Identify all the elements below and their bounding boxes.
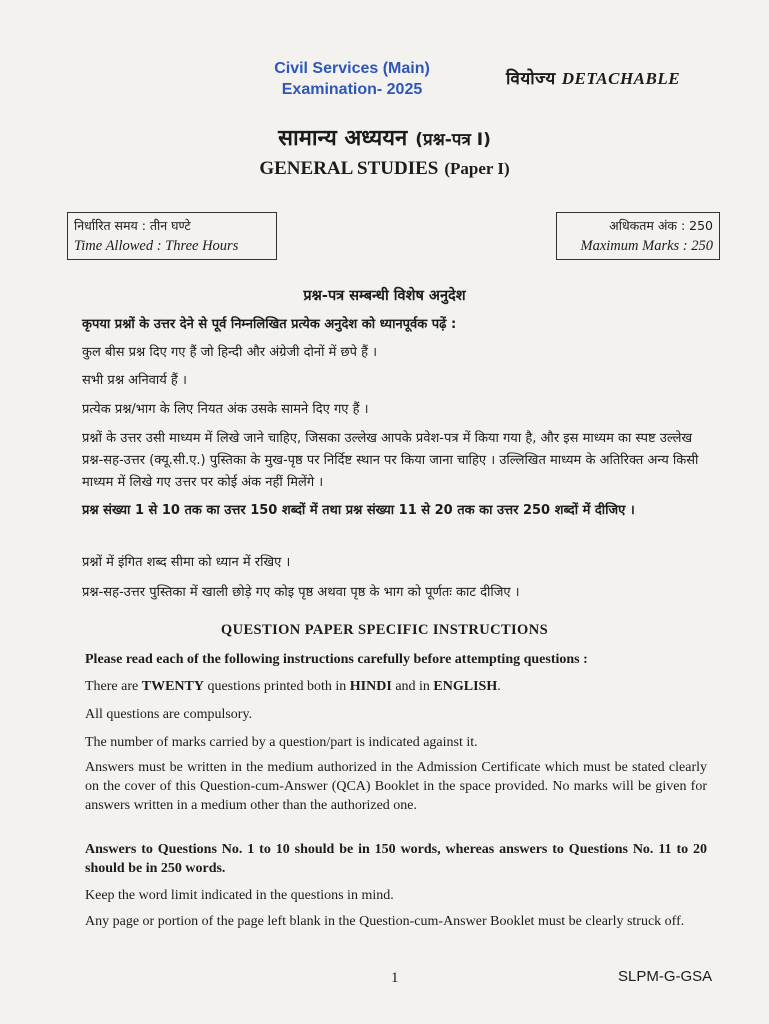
detachable-hindi: वियोज्य xyxy=(506,69,556,89)
english-intro: Please read each of the following instructions carefully before attempting questions : xyxy=(85,652,588,667)
english-instruction-7: Any page or portion of the page left blank in the Question-cum-Answer Booklet must be clearly struck off. xyxy=(85,914,685,929)
subject-hindi: सामान्य अध्ययन xyxy=(278,126,408,151)
paper-title-english xyxy=(0,158,769,180)
maximum-marks-hindi: अधिकतम अंक : 250 xyxy=(609,218,713,233)
english-instruction-4: Answers must be written in the medium authorized in the Admission Certificate which must be stated clearly on the cover of this Question-cum-Answer (QCA) Booklet in the space provided. No marks will be given for answers written in a medium other than the authorized one. xyxy=(85,760,707,813)
english-instruction-5: Answers to Questions No. 1 to 10 should be in 150 words, whereas answers to Questions No. 11 to 20 should be in 250 words. xyxy=(85,842,707,876)
time-allowed-box xyxy=(67,212,277,260)
hindi-instruction-6: प्रश्नों में इंगित शब्द सीमा को ध्यान में रखिए । xyxy=(82,555,291,570)
subject-english: GENERAL STUDIES xyxy=(259,158,439,179)
detachable-label xyxy=(506,66,680,89)
english-instruction-2: All questions are compulsory. xyxy=(85,707,253,722)
time-allowed-hindi: निर्धारित समय : तीन घण्टे xyxy=(74,218,191,233)
paper-title-hindi xyxy=(0,122,769,152)
maximum-marks-box xyxy=(556,212,720,260)
hindi-instruction-1: कुल बीस प्रश्न दिए गए हैं जो हिन्दी और अंग्रेजी दोनों में छपे हैं । xyxy=(82,345,378,360)
hindi-instructions-heading: प्रश्न-पत्र सम्बन्धी विशेष अनुदेश xyxy=(303,288,466,304)
english-instructions-heading: QUESTION PAPER SPECIFIC INSTRUCTIONS xyxy=(220,622,549,638)
paper-number-english: (Paper I) xyxy=(444,159,510,178)
maximum-marks-english: Maximum Marks : 250 xyxy=(580,238,713,254)
hindi-instruction-4: प्रश्नों के उत्तर उसी माध्यम में लिखे जाने चाहिए, जिसका उल्लेख आपके प्रवेश-पत्र में किया गया है, और इस माध्यम का स्पष्ट उल्लेख प्रश्न-सह-उत्तर (क्यू.सी.ए.) पुस्तिका के मुख-पृष्ठ पर निर्दिष्ट स्थान पर किया जाना चाहिए । उल्लिखित माध्यम के अतिरिक्त अन्य किसी माध्यम में लिखे गए उत्तर पर कोई अंक नहीं मिलेंगे । xyxy=(82,431,699,490)
paper-code: SLPM-G-GSA xyxy=(618,968,713,985)
time-allowed-english: Time Allowed : Three Hours xyxy=(74,238,239,254)
paper-number-hindi: (प्रश्न-पत्र I) xyxy=(415,130,491,150)
hindi-instruction-5: प्रश्न संख्या 1 से 10 तक का उत्तर 150 शब्दों में तथा प्रश्न संख्या 11 से 20 तक का उत्तर 250 शब्दों में दीजिए । xyxy=(82,503,635,518)
english-instruction-6: Keep the word limit indicated in the questions in mind. xyxy=(85,888,394,903)
hindi-instruction-2: सभी प्रश्न अनिवार्य हैं । xyxy=(82,373,187,388)
detachable-english: DETACHABLE xyxy=(561,69,681,88)
exam-year: Examination- 2025 xyxy=(281,81,423,98)
english-instruction-3: The number of marks carried by a question/part is indicated against it. xyxy=(85,735,478,750)
english-instruction-1: There are TWENTY questions printed both in HINDI and in ENGLISH. xyxy=(85,679,501,694)
hindi-intro: कृपया प्रश्नों के उत्तर देने से पूर्व निम्नलिखित प्रत्येक अनुदेश को ध्यानपूर्वक पढ़ें : xyxy=(82,317,457,332)
exam-title xyxy=(262,58,442,100)
page-number: 1 xyxy=(391,970,399,986)
exam-name: Civil Services (Main) xyxy=(274,60,430,77)
hindi-instruction-3: प्रत्येक प्रश्न/भाग के लिए नियत अंक उसके सामने दिए गए हैं । xyxy=(82,402,369,417)
hindi-instruction-7: प्रश्न-सह-उत्तर पुस्तिका में खाली छोड़े गए कोइ पृष्ठ अथवा पृष्ठ के भाग को पूर्णतः काट दीजिए । xyxy=(82,585,520,600)
